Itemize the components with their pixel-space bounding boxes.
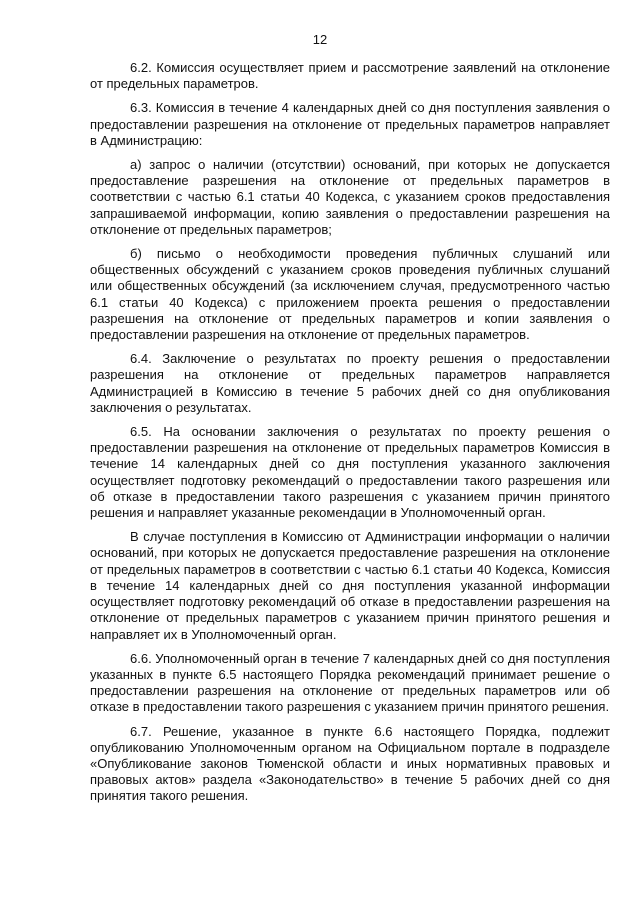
paragraph-6-5: 6.5. На основании заключения о результатах по проекту решения о предоставлении разрешения на отклонение от предельных параметров Комиссия в течение 14 календарных дней со дня поступления указанного заключения осуществляет подготовку рекомендаций о предоставлении такого разрешения или об отказе в предоставлении такого разрешения с указанием причин принятого решения и направляет указанные рекомендации в Уполномоченный орган. [90,424,610,521]
paragraph-6-3-a: а) запрос о наличии (отсутствии) оснований, при которых не допускается предоставление разрешения на отклонение от предельных параметров в соответствии с частью 6.1 статьи 40 Кодекса, с указанием сроков предоставления запрашиваемой информации, копию заявления о предоставлении разрешения на отклонение от предельных параметров; [90,157,610,237]
paragraph-6-2: 6.2. Комиссия осуществляет прием и рассмотрение заявлений на отклонение от предельных параметров. [90,60,610,92]
page-number: 12 [312,32,328,47]
paragraph-6-4: 6.4. Заключение о результатах по проекту решения о предоставлении разрешения на отклонение от предельных параметров направляется Администрацией в Комиссию в течение 5 рабочих дней со дня опубликования заключения о результатах. [90,351,610,415]
paragraph-6-3: 6.3. Комиссия в течение 4 календарных дней со дня поступления заявления о предоставлении разрешения на отклонение от предельных параметров направляет в Администрацию: [90,100,610,148]
document-body [90,60,610,813]
paragraph-6-7: 6.7. Решение, указанное в пункте 6.6 настоящего Порядка, подлежит опубликованию Уполномоченным органом на Официальном портале в подразделе «Опубликование законов Тюменской области и иных нормативных правовых и правовых актов» раздела «Законодательство» в течение 5 рабочих дней со дня принятия такого решения. [90,723,610,804]
paragraph-6-6: 6.6. Уполномоченный орган в течение 7 календарных дней со дня поступления указанных в пункте 6.5 настоящего Порядка рекомендаций принимает решение о предоставлении разрешения на отклонение от предельных параметров или об отказе в предоставлении такого разрешения с указанием причин принятого решения. [90,650,610,715]
paragraph-6-3-b: б) письмо о необходимости проведения публичных слушаний или общественных обсуждений с указанием сроков проведения публичных слушаний или общественных обсуждений (за исключением случая, предусмотренного частью 6.1 статьи 40 Кодекса) с приложением проекта решения о предоставлении разрешения на отклонение от предельных параметров и копии заявления о предоставлении разрешения на отклонение от предельных параметров. [90,246,610,343]
paragraph-6-5-case: В случае поступления в Комиссию от Администрации информации о наличии оснований, при которых не допускается предоставление разрешения на отклонение от предельных параметров в соответствии с частью 6.1 статьи 40 Кодекса, Комиссия в течение 14 календарных дней со дня поступления указанной информации осуществляет подготовку рекомендаций об отказе в предоставлении разрешения на отклонение от предельных параметров с указанием причин принятого решения и направляет их в Уполномоченный орган. [90,529,610,642]
